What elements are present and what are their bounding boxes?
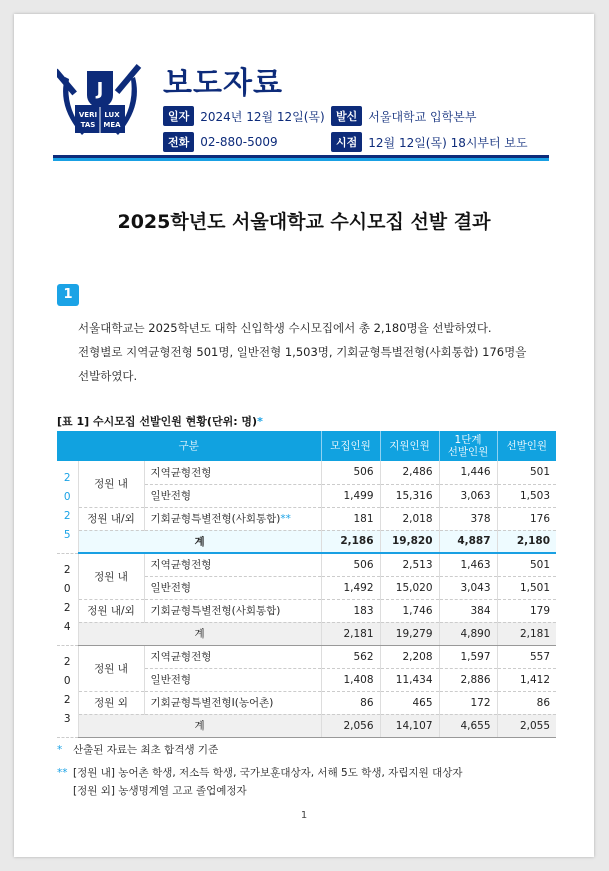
footnote-mark: ** bbox=[57, 767, 68, 779]
header-category: 구분 bbox=[57, 431, 321, 461]
value-cell: 1,501 bbox=[497, 576, 556, 599]
value-cell: 176 bbox=[497, 507, 556, 530]
value-cell: 1,412 bbox=[497, 668, 556, 691]
table-caption bbox=[57, 413, 263, 429]
total-value-cell: 19,820 bbox=[380, 530, 439, 553]
value-cell: 1,597 bbox=[439, 645, 497, 668]
date-label: 일자 bbox=[163, 106, 194, 126]
category-cell: 정원 내 bbox=[78, 461, 144, 507]
table-row bbox=[57, 553, 556, 576]
footnote-text: [정원 외] 농생명계열 고교 졸업예정자 bbox=[73, 785, 247, 797]
paragraph-line: 선발하였다. bbox=[78, 369, 138, 383]
sender-info bbox=[331, 106, 476, 126]
value-cell: 15,316 bbox=[380, 484, 439, 507]
value-cell: 1,492 bbox=[321, 576, 380, 599]
value-cell: 15,020 bbox=[380, 576, 439, 599]
footnote-mark: ** bbox=[280, 513, 291, 525]
table-row bbox=[57, 645, 556, 668]
year-cell: 2 0 2 3 bbox=[57, 645, 78, 737]
university-logo bbox=[57, 57, 143, 143]
paragraph-line: 서울대학교는 2025학년도 대학 신입학생 수시모집에서 총 2,180명을 선발하였다. bbox=[78, 321, 492, 335]
document-page bbox=[14, 14, 594, 857]
value-cell: 172 bbox=[439, 691, 497, 714]
caption-mark: * bbox=[257, 415, 263, 428]
category-cell: 정원 내 bbox=[78, 553, 144, 599]
total-row bbox=[57, 714, 556, 737]
value-cell: 1,503 bbox=[497, 484, 556, 507]
total-label: 계 bbox=[78, 530, 321, 553]
value-cell: 181 bbox=[321, 507, 380, 530]
svg-text:J: J bbox=[96, 79, 104, 100]
svg-text:LUX: LUX bbox=[104, 111, 120, 119]
footnote-text: 산출된 자료는 최초 합격생 기준 bbox=[73, 744, 219, 756]
total-value-cell: 2,181 bbox=[497, 622, 556, 645]
admission-type: 일반전형 bbox=[150, 490, 192, 502]
release-info bbox=[331, 132, 528, 152]
sender-value: 서울대학교 입학본부 bbox=[368, 109, 477, 124]
header-stage1: 1단계 선발인원 bbox=[439, 431, 497, 461]
admission-type-cell bbox=[144, 645, 321, 668]
value-cell: 2,208 bbox=[380, 645, 439, 668]
svg-text:VERI: VERI bbox=[78, 111, 98, 119]
admission-type: 일반전형 bbox=[150, 582, 192, 594]
phone-label: 전화 bbox=[163, 132, 194, 152]
admissions-table bbox=[57, 431, 556, 738]
admission-type: 기회균형특별전형Ⅰ(농어촌) bbox=[150, 697, 274, 709]
table-row bbox=[57, 599, 556, 622]
value-cell: 2,513 bbox=[380, 553, 439, 576]
value-cell: 465 bbox=[380, 691, 439, 714]
total-value-cell: 2,056 bbox=[321, 714, 380, 737]
table-header-row bbox=[57, 431, 556, 461]
date-value: 2024년 12월 12일(목) bbox=[200, 109, 325, 124]
admission-type: 기회균형특별전형(사회통합) bbox=[150, 605, 281, 617]
category-cell: 정원 내/외 bbox=[78, 599, 144, 622]
year-cell: 2 0 2 4 bbox=[57, 553, 78, 645]
paragraph-line: 전형별로 지역균형전형 501명, 일반전형 1,503명, 기회균형특별전형(사회통합) 176명을 bbox=[78, 345, 527, 359]
header-applicants: 지원인원 bbox=[380, 431, 439, 461]
admission-type: 지역균형전형 bbox=[150, 466, 212, 479]
admission-type: 일반전형 bbox=[150, 674, 192, 686]
value-cell: 1,499 bbox=[321, 484, 380, 507]
value-cell: 3,043 bbox=[439, 576, 497, 599]
category-cell: 정원 내 bbox=[78, 645, 144, 691]
total-row bbox=[57, 622, 556, 645]
total-value-cell: 2,186 bbox=[321, 530, 380, 553]
svg-text:TAS: TAS bbox=[80, 121, 96, 129]
category-cell: 정원 외 bbox=[78, 691, 144, 714]
headline: 2025학년도 서울대학교 수시모집 선발 결과 bbox=[117, 211, 491, 233]
value-cell: 1,446 bbox=[439, 461, 497, 484]
value-cell: 1,746 bbox=[380, 599, 439, 622]
total-label: 계 bbox=[78, 714, 321, 737]
category-cell: 정원 내/외 bbox=[78, 507, 144, 530]
phone-info bbox=[163, 132, 278, 152]
value-cell: 2,486 bbox=[380, 461, 439, 484]
table-row bbox=[57, 691, 556, 714]
svg-text:MEA: MEA bbox=[103, 121, 121, 129]
admission-type-cell bbox=[144, 553, 321, 576]
total-row bbox=[57, 530, 556, 553]
release-label: 시점 bbox=[331, 132, 362, 152]
value-cell: 501 bbox=[497, 553, 556, 576]
value-cell: 183 bbox=[321, 599, 380, 622]
header-quota: 모집인원 bbox=[321, 431, 380, 461]
value-cell: 86 bbox=[321, 691, 380, 714]
value-cell: 384 bbox=[439, 599, 497, 622]
phone-value: 02-880-5009 bbox=[200, 135, 278, 149]
value-cell: 11,434 bbox=[380, 668, 439, 691]
total-value-cell: 2,180 bbox=[497, 530, 556, 553]
total-value-cell: 2,181 bbox=[321, 622, 380, 645]
total-value-cell: 19,279 bbox=[380, 622, 439, 645]
admission-type-cell bbox=[144, 599, 321, 622]
admission-type-cell bbox=[144, 461, 321, 484]
admission-type: 기회균형특별전형(사회통합) bbox=[150, 513, 281, 525]
header-selected: 선발인원 bbox=[497, 431, 556, 461]
footnote bbox=[73, 783, 247, 798]
value-cell: 1,463 bbox=[439, 553, 497, 576]
value-cell: 3,063 bbox=[439, 484, 497, 507]
admission-type-cell bbox=[144, 507, 321, 530]
admission-type: 지역균형전형 bbox=[150, 559, 212, 572]
footnote bbox=[57, 765, 463, 780]
value-cell: 501 bbox=[497, 461, 556, 484]
value-cell: 557 bbox=[497, 645, 556, 668]
total-value-cell: 4,887 bbox=[439, 530, 497, 553]
caption-text: [표 1] 수시모집 선발인원 현황(단위: 명) bbox=[57, 415, 258, 428]
admission-type-cell bbox=[144, 668, 321, 691]
value-cell: 179 bbox=[497, 599, 556, 622]
admission-type-cell bbox=[144, 691, 321, 714]
value-cell: 506 bbox=[321, 553, 380, 576]
value-cell: 562 bbox=[321, 645, 380, 668]
admission-type-cell bbox=[144, 576, 321, 599]
admission-type: 지역균형전형 bbox=[150, 651, 212, 663]
table-row bbox=[57, 507, 556, 530]
total-label: 계 bbox=[78, 622, 321, 645]
summary-paragraph bbox=[78, 316, 526, 388]
footnote-mark: * bbox=[57, 744, 63, 756]
table-row bbox=[57, 461, 556, 484]
year-cell: 2 0 2 5 bbox=[57, 461, 78, 553]
total-value-cell: 4,655 bbox=[439, 714, 497, 737]
total-value-cell: 2,055 bbox=[497, 714, 556, 737]
sender-label: 발신 bbox=[331, 106, 362, 126]
header-divider-accent bbox=[53, 158, 549, 161]
total-value-cell: 14,107 bbox=[380, 714, 439, 737]
value-cell: 2,018 bbox=[380, 507, 439, 530]
footnote-text: [정원 내] 농어촌 학생, 저소득 학생, 국가보훈대상자, 서해 5도 학생, 자립지원 대상자 bbox=[73, 767, 463, 779]
section-number: 1 bbox=[57, 284, 79, 306]
value-cell: 86 bbox=[497, 691, 556, 714]
value-cell: 2,886 bbox=[439, 668, 497, 691]
release-value: 12월 12일(목) 18시부터 보도 bbox=[368, 135, 528, 150]
admission-type-cell bbox=[144, 484, 321, 507]
date-info bbox=[163, 106, 325, 126]
value-cell: 378 bbox=[439, 507, 497, 530]
total-value-cell: 4,890 bbox=[439, 622, 497, 645]
value-cell: 506 bbox=[321, 461, 380, 484]
footnote bbox=[57, 742, 218, 757]
value-cell: 1,408 bbox=[321, 668, 380, 691]
page-number: 1 bbox=[300, 810, 308, 821]
press-release-title: 보도자료 bbox=[163, 66, 283, 101]
